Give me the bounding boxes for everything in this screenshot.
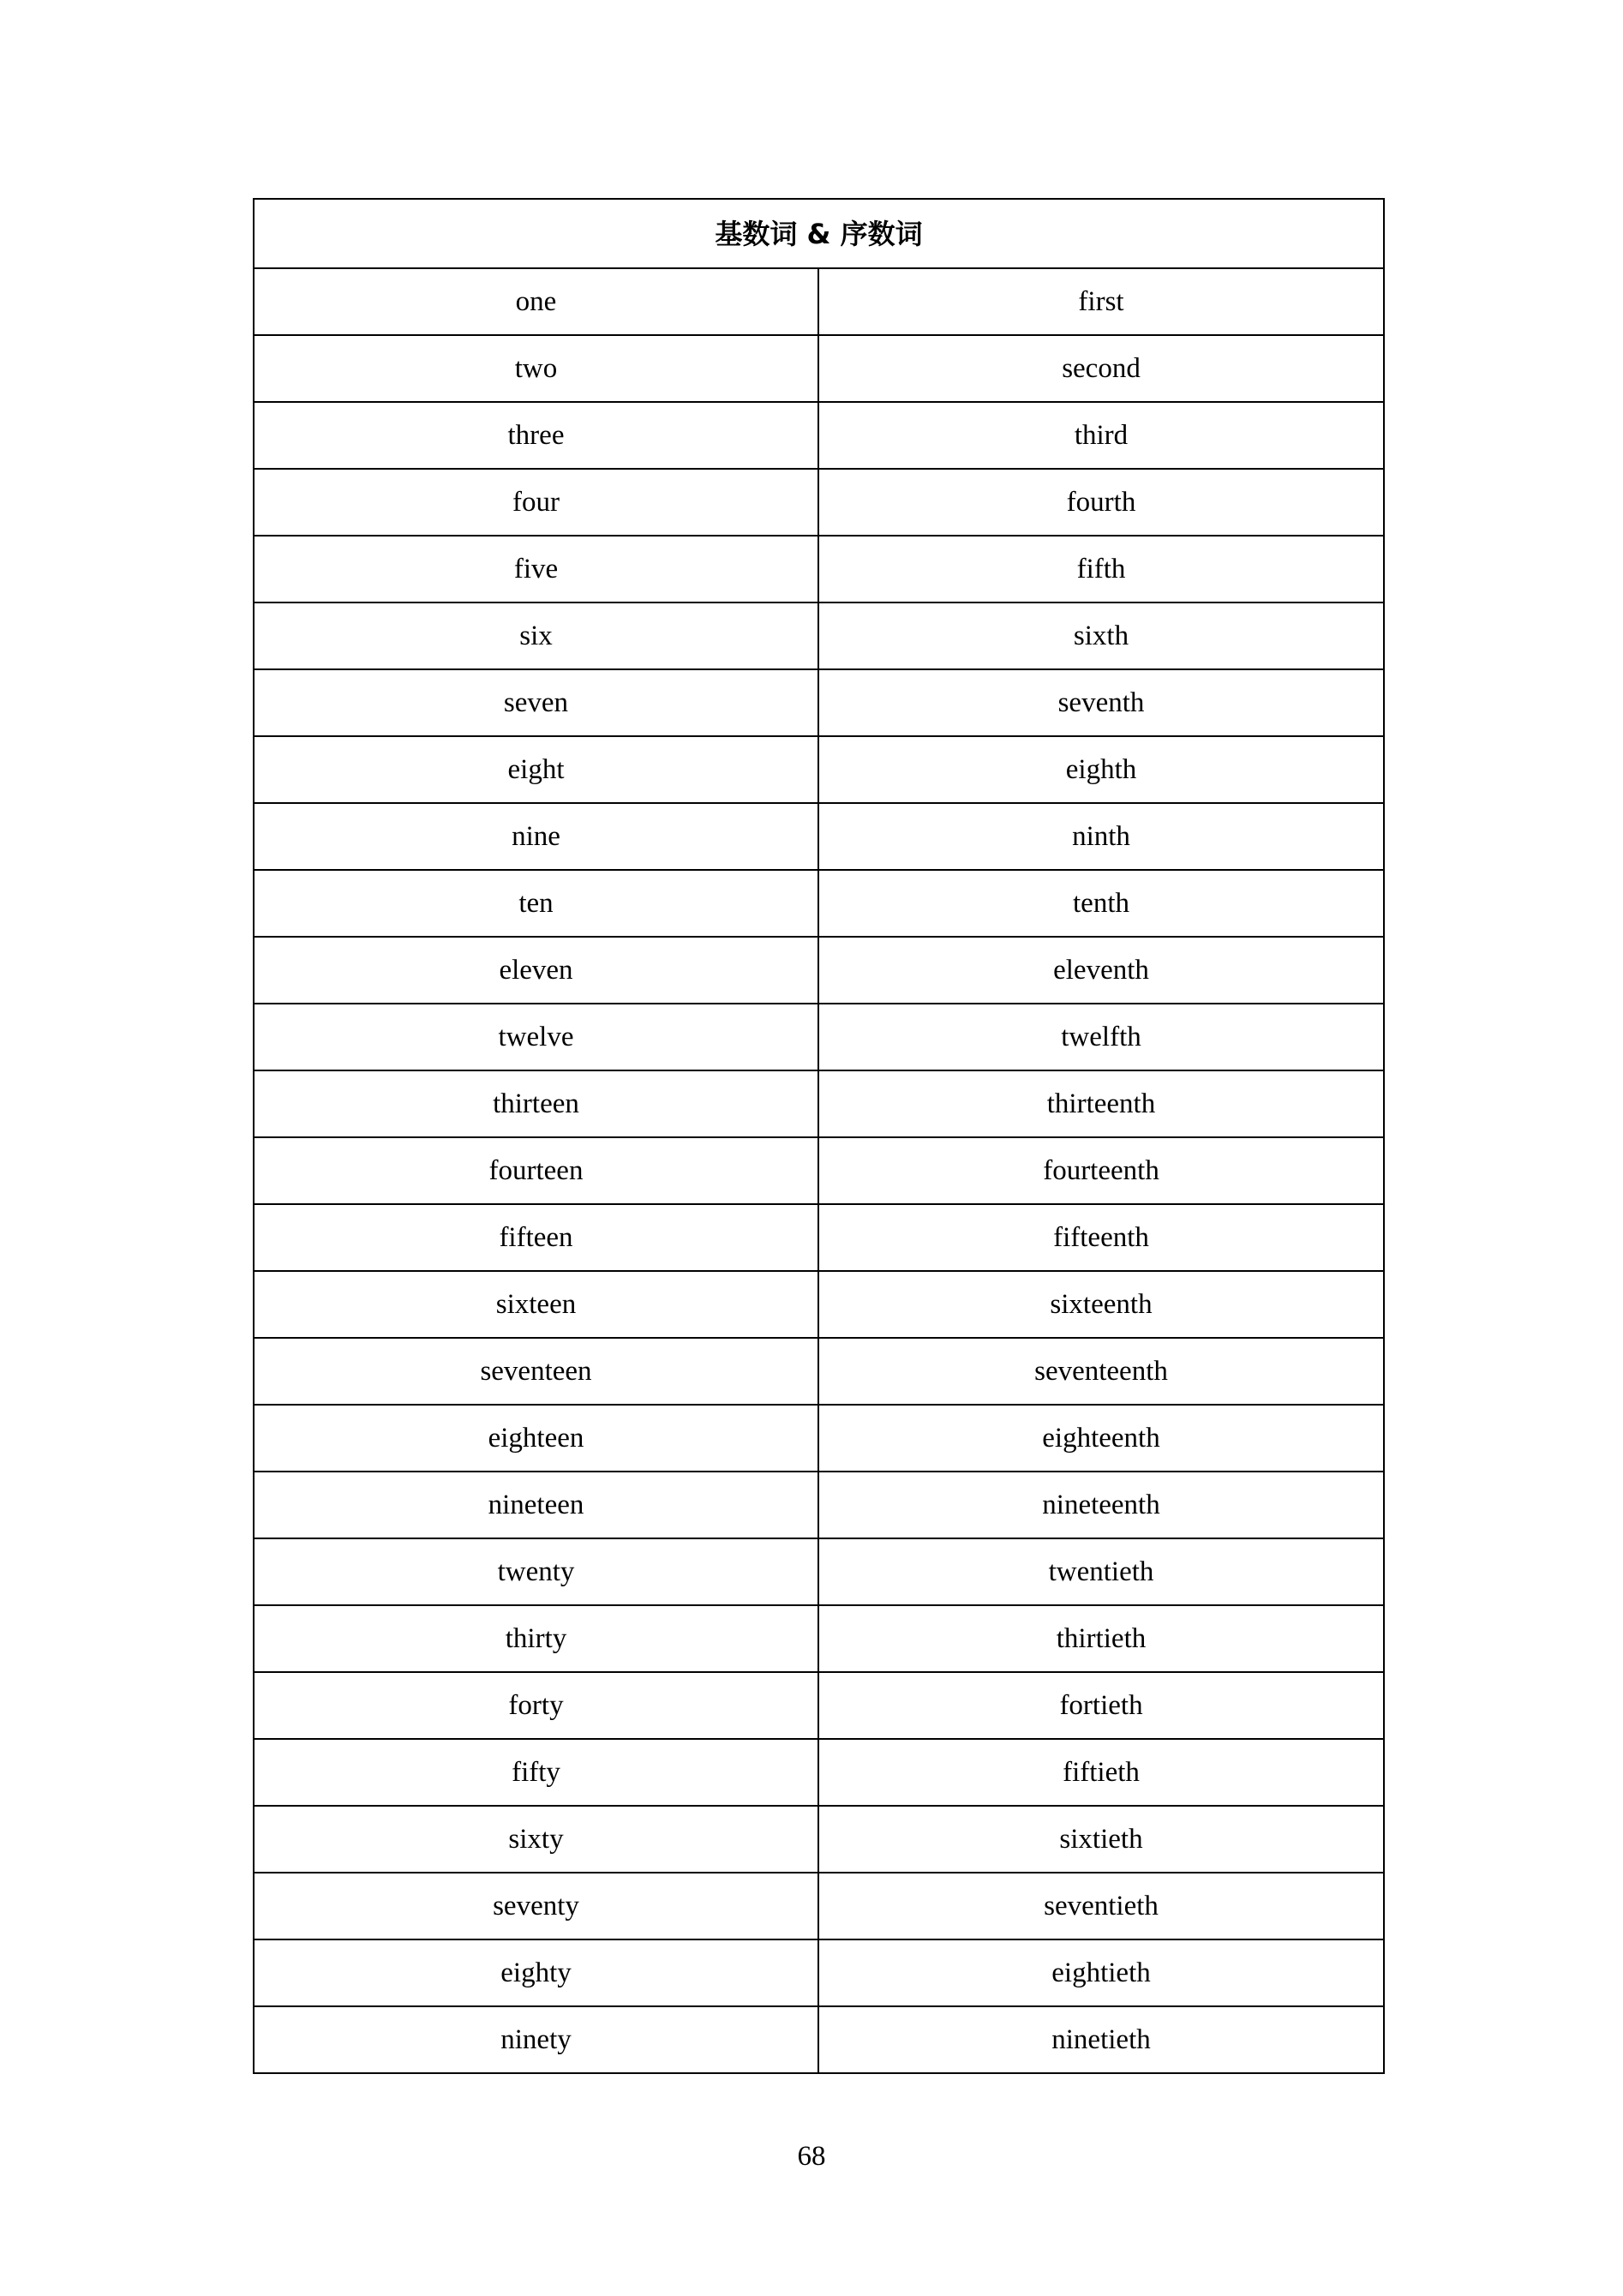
ordinal-cell: tenth	[818, 870, 1384, 937]
table-row	[254, 1806, 1384, 1873]
cardinal-cell: fifteen	[254, 1204, 818, 1271]
table-row	[254, 1605, 1384, 1672]
cardinal-cell: eighteen	[254, 1405, 818, 1472]
ordinal-cell: eighth	[818, 736, 1384, 803]
table-row	[254, 736, 1384, 803]
ordinal-cell: eightieth	[818, 1939, 1384, 2006]
cardinal-cell: six	[254, 602, 818, 669]
table-row	[254, 1338, 1384, 1405]
cardinal-cell: thirteen	[254, 1070, 818, 1137]
cardinal-cell: nine	[254, 803, 818, 870]
ordinal-cell: ninetieth	[818, 2006, 1384, 2073]
page-number: 68	[797, 2141, 826, 2172]
table-row	[254, 803, 1384, 870]
cardinal-cell: eight	[254, 736, 818, 803]
cardinal-cell: thirty	[254, 1605, 818, 1672]
table-row	[254, 1873, 1384, 1939]
table-row	[254, 335, 1384, 402]
cardinal-cell: fifty	[254, 1739, 818, 1806]
table-row	[254, 1939, 1384, 2006]
table-body	[254, 199, 1384, 2073]
ordinal-cell: fifth	[818, 536, 1384, 602]
cardinal-cell: ninety	[254, 2006, 818, 2073]
cardinal-cell: seventy	[254, 1873, 818, 1939]
cardinal-cell: two	[254, 335, 818, 402]
ordinal-cell: thirteenth	[818, 1070, 1384, 1137]
table-row	[254, 1070, 1384, 1137]
cardinal-cell: sixty	[254, 1806, 818, 1873]
table-row	[254, 1538, 1384, 1605]
table-row	[254, 536, 1384, 602]
table-row	[254, 469, 1384, 536]
table-row	[254, 1271, 1384, 1338]
ordinal-cell: fortieth	[818, 1672, 1384, 1739]
cardinal-cell: fourteen	[254, 1137, 818, 1204]
table-header-row	[254, 199, 1384, 268]
table-row	[254, 402, 1384, 469]
table-row	[254, 937, 1384, 1004]
ordinal-cell: ninth	[818, 803, 1384, 870]
table-row	[254, 1672, 1384, 1739]
ordinal-cell: seventeenth	[818, 1338, 1384, 1405]
cardinal-cell: four	[254, 469, 818, 536]
ordinal-cell: fourth	[818, 469, 1384, 536]
ordinal-cell: first	[818, 268, 1384, 335]
ordinal-cell: eleventh	[818, 937, 1384, 1004]
ordinal-cell: fourteenth	[818, 1137, 1384, 1204]
table-row	[254, 1137, 1384, 1204]
ordinal-cell: twentieth	[818, 1538, 1384, 1605]
table-row	[254, 669, 1384, 736]
ordinal-cell: sixteenth	[818, 1271, 1384, 1338]
table-row	[254, 2006, 1384, 2073]
cardinal-cell: eleven	[254, 937, 818, 1004]
ordinal-cell: fifteenth	[818, 1204, 1384, 1271]
table-row	[254, 1004, 1384, 1070]
ordinal-cell: fiftieth	[818, 1739, 1384, 1806]
cardinal-cell: forty	[254, 1672, 818, 1739]
table-title: 基数词 & 序数词	[254, 199, 1384, 268]
ordinal-cell: sixtieth	[818, 1806, 1384, 1873]
table-row	[254, 1739, 1384, 1806]
cardinal-cell: twenty	[254, 1538, 818, 1605]
table-row	[254, 268, 1384, 335]
cardinal-cell: three	[254, 402, 818, 469]
cardinal-cell: five	[254, 536, 818, 602]
ordinal-cell: sixth	[818, 602, 1384, 669]
table-row	[254, 1472, 1384, 1538]
ordinal-cell: second	[818, 335, 1384, 402]
cardinal-cell: nineteen	[254, 1472, 818, 1538]
cardinal-cell: one	[254, 268, 818, 335]
table-row	[254, 870, 1384, 937]
cardinal-cell: twelve	[254, 1004, 818, 1070]
table-row	[254, 602, 1384, 669]
ordinal-cell: twelfth	[818, 1004, 1384, 1070]
ordinal-cell: nineteenth	[818, 1472, 1384, 1538]
cardinal-cell: sixteen	[254, 1271, 818, 1338]
ordinal-cell: eighteenth	[818, 1405, 1384, 1472]
number-words-table	[253, 198, 1385, 2074]
ordinal-cell: third	[818, 402, 1384, 469]
table-row	[254, 1204, 1384, 1271]
cardinal-cell: ten	[254, 870, 818, 937]
table-row	[254, 1405, 1384, 1472]
ordinal-cell: seventh	[818, 669, 1384, 736]
cardinal-cell: seventeen	[254, 1338, 818, 1405]
ordinal-cell: thirtieth	[818, 1605, 1384, 1672]
ordinal-cell: seventieth	[818, 1873, 1384, 1939]
cardinal-cell: seven	[254, 669, 818, 736]
cardinal-cell: eighty	[254, 1939, 818, 2006]
